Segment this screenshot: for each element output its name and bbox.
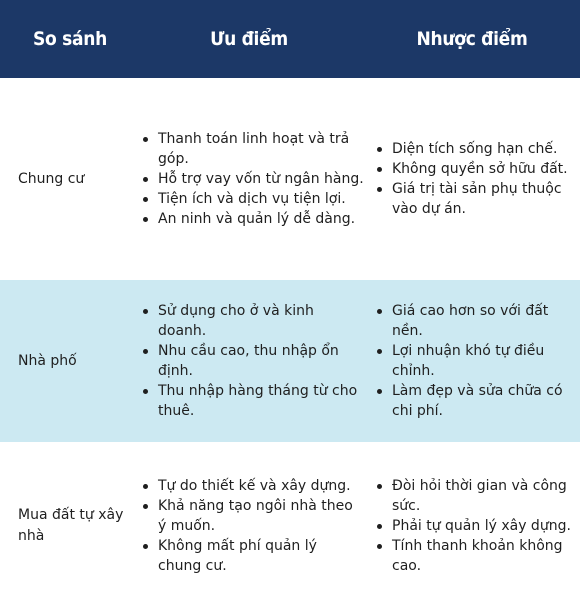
cons-cell xyxy=(364,476,580,576)
table-row-nha-pho xyxy=(0,280,580,442)
table-header xyxy=(0,0,580,78)
row-label: Chung cư xyxy=(18,170,85,187)
list-item: Làm đẹp và sửa chữa có chi phí. xyxy=(374,381,580,421)
list-item: An ninh và quản lý dễ dàng. xyxy=(140,209,364,229)
header-compare: So sánh xyxy=(33,28,107,50)
list-item: Thanh toán linh hoạt và trả góp. xyxy=(140,129,364,169)
list-item: Không quyền sở hữu đất. xyxy=(374,159,580,179)
cons-list xyxy=(374,301,580,421)
pros-list xyxy=(140,301,364,421)
row-label: Mua đất tự xây nhà xyxy=(18,507,124,544)
list-item: Hỗ trợ vay vốn từ ngân hàng. xyxy=(140,169,364,189)
pros-list xyxy=(140,129,364,229)
cons-list xyxy=(374,476,580,576)
cons-list xyxy=(374,139,580,219)
list-item: Sử dụng cho ở và kinh doanh. xyxy=(140,301,364,341)
cons-cell xyxy=(364,139,580,219)
list-item: Tiện ích và dịch vụ tiện lợi. xyxy=(140,189,364,209)
pros-list xyxy=(140,476,364,576)
header-pros: Ưu điểm xyxy=(210,28,288,50)
list-item: Thu nhập hàng tháng từ cho thuê. xyxy=(140,381,364,421)
list-item: Khả năng tạo ngôi nhà theo ý muốn. xyxy=(140,496,364,536)
list-item: Tính thanh khoản không cao. xyxy=(374,536,580,576)
pros-cell xyxy=(134,476,364,576)
pros-cell xyxy=(134,129,364,229)
list-item: Lợi nhuận khó tự điều chỉnh. xyxy=(374,341,580,381)
cons-cell xyxy=(364,301,580,421)
row-label: Nhà phố xyxy=(18,352,77,369)
list-item: Phải tự quản lý xây dựng. xyxy=(374,516,580,536)
pros-cell xyxy=(134,301,364,421)
list-item: Nhu cầu cao, thu nhập ổn định. xyxy=(140,341,364,381)
table-row-chung-cu xyxy=(0,78,580,280)
list-item: Giá trị tài sản phụ thuộc vào dự án. xyxy=(374,179,580,219)
list-item: Không mất phí quản lý chung cư. xyxy=(140,536,364,576)
list-item: Giá cao hơn so với đất nền. xyxy=(374,301,580,341)
header-cons: Nhược điểm xyxy=(416,28,528,50)
list-item: Đòi hỏi thời gian và công sức. xyxy=(374,476,580,516)
list-item: Tự do thiết kế và xây dựng. xyxy=(140,476,364,496)
list-item: Diện tích sống hạn chế. xyxy=(374,139,580,159)
table-row-mua-dat xyxy=(0,442,580,610)
